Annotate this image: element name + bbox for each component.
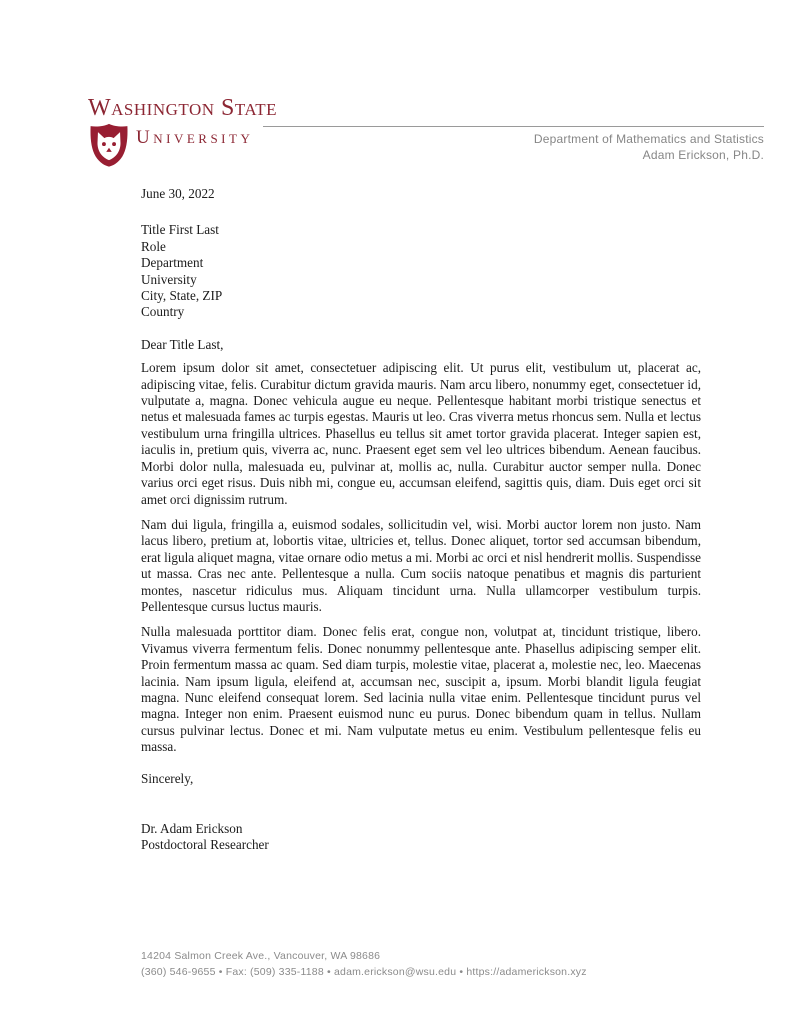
wsu-logo bbox=[88, 96, 277, 168]
salutation: Dear Title Last, bbox=[141, 336, 224, 352]
recipient-line-department: Department bbox=[141, 255, 204, 271]
wsu-logo-row bbox=[88, 122, 277, 168]
letter-body bbox=[141, 186, 701, 854]
body-paragraph-1: Lorem ipsum dolor sit amet, consectetuer adipiscing elit. Ut purus elit, vestibulum ut, placerat ac, adipiscing vitae, felis. Curabitur dictum gravida mauris. Nam arcu libero, nonummy eget, consectetuer id, vulputate a, magna. Donec vehicula augue eu neque. Pellentesque habitant morbi tristique senectus et netus et malesuada fames ac turpis egestas. Mauris ut leo. Cras viverra metus rhoncus sem. Nulla et lectus vestibulum urna fringilla ultrices. Phasellus eu tellus sit amet tortor gravida placerat. Integer sapien est, iaculis in, pretium quis, viverra ac, nunc. Praesent eget sem vel leo ultrices bibendum. Aenean faucibus. Morbi dolor nulla, malesuada eu, pulvinar at, mollis ac, nulla. Curabitur auctor semper nulla. Donec varius orci eget risus. Duis nibh mi, congue eu, accumsan eleifend, sagittis quis, diam. Duis eget orci sit amet orci dignissim rutrum. bbox=[141, 360, 701, 507]
wsu-wordmark-line2: University bbox=[136, 127, 254, 148]
recipient-line-city: City, State, ZIP bbox=[141, 288, 223, 304]
header-contact-block bbox=[534, 131, 764, 163]
body-paragraph-2: Nam dui ligula, fringilla a, euismod sodales, sollicitudin vel, wisi. Morbi auctor lorem non justo. Nam lacus libero, pretium at, lobortis vitae, ultricies et, tellus. Donec aliquet, tortor sed accumsan bibendum, erat ligula aliquet magna, vitae ornare odio metus a mi. Morbi ac orci et nisl hendrerit mollis. Suspendisse ut massa. Cras nec ante. Pellentesque a nulla. Cum sociis natoque penatibus et magnis dis parturient montes, nascetur ridiculus mus. Aliquam tincidunt urna. Nulla ullamcorper vestibulum turpis. Pellentesque cursus luctus mauris. bbox=[141, 516, 701, 614]
recipient-line-name: Title First Last bbox=[141, 222, 219, 238]
header-author-name: Adam Erickson, Ph.D. bbox=[642, 148, 764, 162]
recipient-line-country: Country bbox=[141, 304, 185, 320]
department-name: Department of Mathematics and Statistics bbox=[533, 132, 764, 146]
signature-title: Postdoctoral Researcher bbox=[141, 837, 269, 853]
recipient-address-block bbox=[141, 222, 701, 320]
footer bbox=[141, 948, 587, 980]
letter-date: June 30, 2022 bbox=[141, 186, 215, 201]
signature-block bbox=[141, 821, 701, 854]
footer-contact-line: (360) 546-9655 • Fax: (509) 335-1188 • adam.erickson@wsu.edu • https://adamerickson.xyz bbox=[141, 966, 587, 978]
recipient-line-role: Role bbox=[141, 238, 166, 254]
wsu-wordmark-line1: Washington State bbox=[88, 95, 278, 121]
closing: Sincerely, bbox=[141, 770, 194, 786]
body-paragraph-3: Nulla malesuada porttitor diam. Donec felis erat, congue non, volutpat at, tincidunt tristique, libero. Vivamus viverra fermentum felis. Donec nonummy pellentesque ante. Phasellus adipiscing semper elit. Proin fermentum massa ac quam. Sed diam turpis, molestie vitae, placerat a, molestie nec, leo. Maecenas lacinia. Nam ipsum ligula, eleifend at, accumsan nec, suscipit a, ipsum. Morbi blandit ligula feugiat magna. Nunc eleifend consequat lorem. Sed lacinia nulla vitae enim. Pellentesque tincidunt purus vel magna. Integer non enim. Praesent euismod nunc eu purus. Donec bibendum quam in tellus. Nullam cursus pulvinar lectus. Donec et mi. Nam vulputate metus eu enim. Vestibulum pellentesque felis eu massa. bbox=[141, 624, 701, 755]
footer-street-address: 14204 Salmon Creek Ave., Vancouver, WA 98686 bbox=[141, 950, 381, 962]
recipient-line-university: University bbox=[141, 271, 197, 287]
header-divider bbox=[263, 126, 764, 127]
wsu-cougar-shield-icon bbox=[88, 122, 130, 168]
signature-name: Dr. Adam Erickson bbox=[141, 821, 243, 836]
